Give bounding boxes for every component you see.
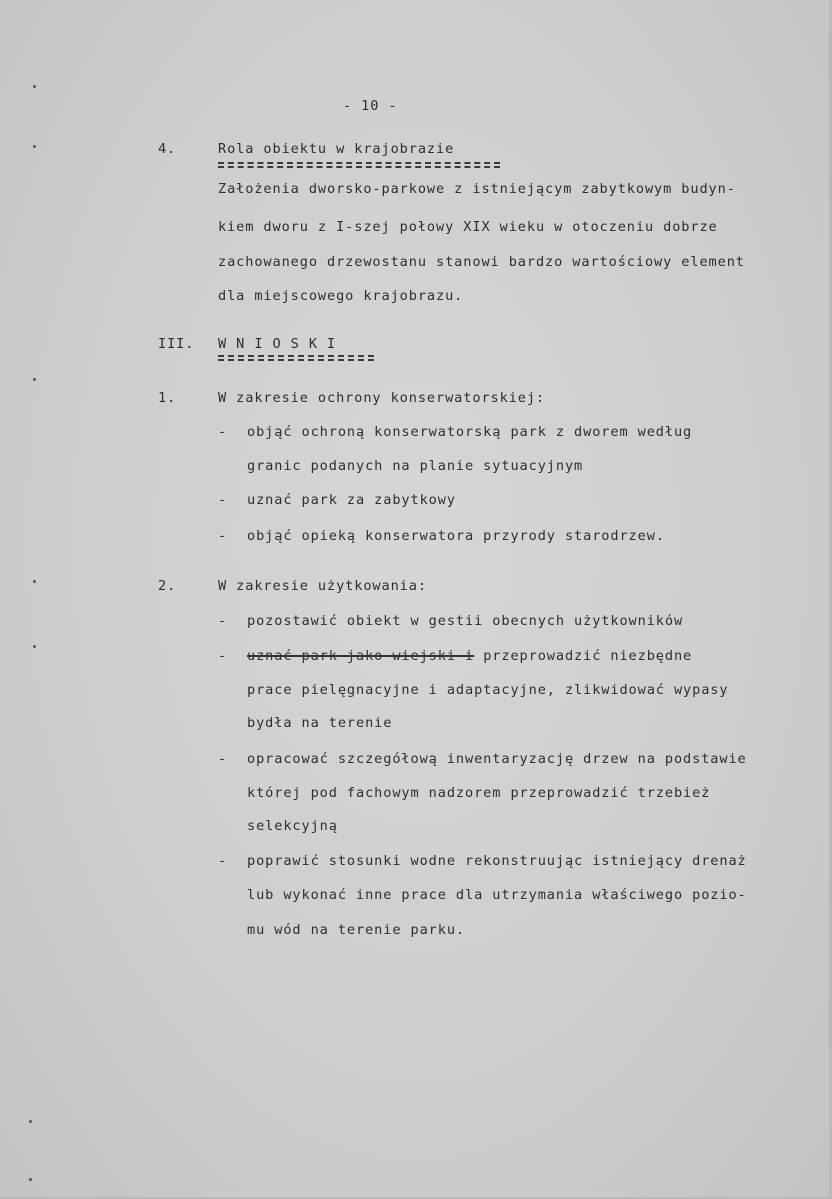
bullet-dash: - [218,648,228,664]
bullet-dash: - [218,751,228,767]
item-number: 2. [158,578,177,594]
heading-underline [218,162,500,168]
struck-text: uznać park jako wiejski i [247,648,475,664]
bullet-line: uznać park za zabytkowy [247,492,456,508]
paragraph-line: dla miejscowego krajobrazu. [218,288,464,304]
bullet-line: której pod fachowym nadzorem przeprowadzić trzebież [247,785,711,801]
bullet-dash: - [218,853,228,869]
paragraph-line: zachowanego drzewostanu stanowi bardzo wartościowy element [218,254,745,270]
bullet-line: poprawić stosunki wodne rekonstruując istniejący drenaż [247,853,747,869]
bullet-line-rest: przeprowadzić niezbędne [474,648,693,664]
heading-underline [218,355,374,361]
section-heading: W N I O S K I [218,336,337,352]
section-number: 4. [158,141,177,157]
bullet-line: mu wód na terenie parku. [247,922,466,938]
page-number: - 10 - [343,98,398,114]
item-heading: W zakresie użytkowania: [218,578,427,594]
bullet-dash: - [218,424,228,440]
margin-dot [33,378,36,381]
bullet-line: objąć opieką konserwatora przyrody starodrzew. [247,528,665,544]
bullet-dash: - [218,613,228,629]
bullet-dash: - [218,492,228,508]
bullet-line: prace pielęgnacyjne i adaptacyjne, zlikwidować wypasy [247,682,729,698]
bullet-line: objąć ochroną konserwatorską park z dworem według [247,424,693,440]
margin-dot [33,580,36,583]
margin-dot [33,645,36,648]
bullet-line: granic podanych na planie sytuacyjnym [247,458,584,474]
bullet-line [247,647,692,665]
bullet-line: opracować szczegółową inwentaryzację drzew na podstawie [247,751,747,767]
bullet-line: bydła na terenie [247,715,393,731]
bullet-line: lub wykonać inne prace dla utrzymania właściwego pozio- [247,887,747,903]
item-heading: W zakresie ochrony konserwatorskiej: [218,390,546,406]
item-number: 1. [158,390,177,406]
bullet-line: selekcyjną [247,818,338,834]
margin-dot [29,1178,32,1181]
margin-dot [33,145,36,148]
section-heading: Rola obiektu w krajobrazie [218,141,455,157]
bullet-line: pozostawić obiekt w gestii obecnych użytkowników [247,613,684,629]
margin-dot [33,85,36,88]
paragraph-line: Założenia dworsko-parkowe z istniejącym zabytkowym budyn- [218,181,736,197]
bullet-dash: - [218,528,228,544]
paragraph-line: kiem dworu z I-szej połowy XIX wieku w otoczeniu dobrze [218,219,718,235]
margin-dot [29,1120,32,1123]
section-number: III. [158,336,195,352]
